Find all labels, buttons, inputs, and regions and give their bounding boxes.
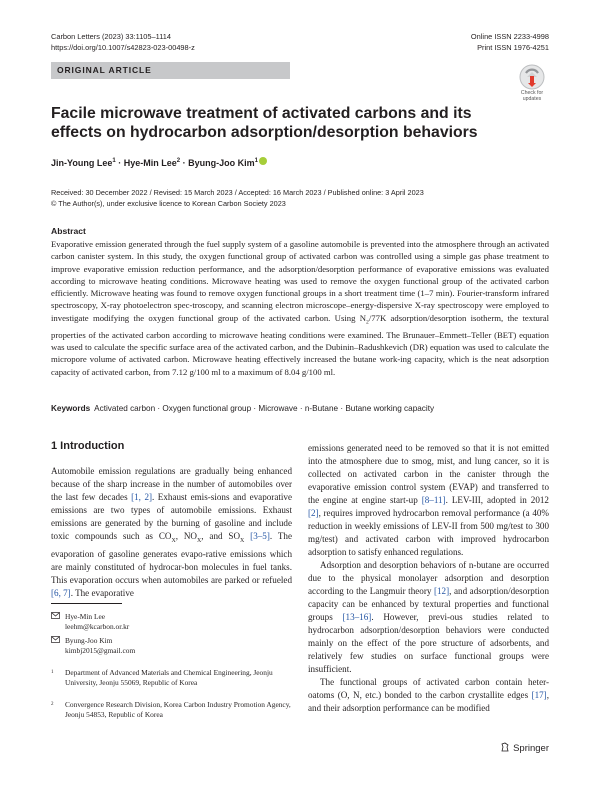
affiliation-1 (51, 668, 292, 688)
citation-link[interactable]: [17] (531, 690, 547, 700)
affiliation-text: Convergence Research Division, Korea Carbon Industry Promotion Agency, Jeonju 54853, Republic of Korea (65, 700, 291, 719)
corresponding-email[interactable]: leehm@kcarbon.or.kr (65, 621, 130, 631)
journal-citation: Carbon Letters (2023) 33:1105–1114 (51, 32, 171, 41)
intro-paragraph: Automobile emission regulations are gradually being enhanced because of the sharp increase in the number of automobiles over the last few decades [1, 2]. Exhaust emis-sions and evaporative emissions are two types of automobile emissions. Exhaust emissions are generated by the burning of gasoline and include toxic compounds such as $CO_X$, $NO_X$, and $SO_X$ [3–5]. The evaporation of gasoline generates evapo-rative emissions which are mainly constituted of hydrocar-bon molecules in fuel tanks. This evaporation occurs when automobiles are parked or refueled [6, 7]. The evaporative (51, 466, 292, 598)
author-name[interactable]: Hye-Min Lee (123, 158, 177, 168)
citation-link[interactable]: [6, 7] (51, 587, 71, 598)
citation-link[interactable]: [12] (433, 586, 450, 596)
article-title: Facile microwave treatment of activated carbons and its effects on hydrocarbon adsorption/desorption behaviors (51, 105, 478, 141)
author-affiliation: 1 (112, 158, 116, 164)
envelope-icon (51, 636, 60, 643)
keywords-list: Activated carbon · Oxygen functional group · Microwave · n-Butane · Butane working capacity (94, 404, 435, 413)
updates-label: updates (522, 96, 542, 102)
citation-link[interactable]: [3–5] (250, 531, 270, 541)
author-affiliation: 1 (254, 158, 258, 164)
envelope-icon (51, 612, 60, 619)
corresponding-name: Byung-Joo Kim (65, 636, 113, 645)
abstract-heading: Abstract (51, 226, 86, 236)
section-heading-introduction: 1 Introduction (51, 440, 125, 452)
affiliation-number: 1 (51, 670, 54, 675)
citation-link[interactable]: [13–16] (342, 612, 372, 622)
article-type-banner: ORIGINAL ARTICLE (51, 62, 290, 79)
print-issn: Print ISSN 1976-4251 (477, 43, 549, 52)
check-for-updates-badge[interactable] (514, 64, 550, 102)
author-list (51, 157, 267, 168)
springer-horse-icon (500, 742, 510, 752)
check-for-label: Check for (520, 90, 544, 96)
column-right (308, 442, 549, 715)
author-name[interactable]: Jin-Young Lee (51, 158, 113, 168)
corresponding-author-2 (51, 636, 292, 656)
corresponding-author-1 (51, 612, 292, 632)
corresponding-name: Hye-Min Lee (65, 612, 106, 621)
publisher-logo (500, 742, 549, 754)
check-for-updates-icon (519, 64, 545, 90)
footnote-divider (51, 603, 122, 604)
corresponding-email[interactable]: kimbj2015@gmail.com (65, 645, 136, 655)
history-dates: Received: 30 December 2022 / Revised: 15 March 2023 / Accepted: 16 March 2023 / Published online: 3 April 2023 (51, 188, 424, 197)
doi-link[interactable]: https://doi.org/10.1007/s42823-023-00498-z (51, 43, 195, 52)
copyright-line: © The Author(s), under exclusive licence to Korean Carbon Society 2023 (51, 199, 286, 208)
intro-paragraph: Adsorption and desorption behaviors of n-butane are occurred due to the physical monolayer adsorption and desorption according to the Langmuir theory [12], and adsorption/desorption capacity can be enhanced by textural properties and functional groups [13–16]. However, previ-ous studies related to hydrocarbon adsorption/desorption behaviors were conducted mainly on the effect of the pore structure of adsorbents, and relatively few studies on surface functional groups were insufficient. (308, 560, 550, 674)
citation-link[interactable]: [2] (308, 508, 319, 518)
abstract-text: /77K adsorption/desorption isotherm, the textural properties of the activated carbon according to microwave heating conditions were examined. The Brunauer–Emmett–Teller (BET) equation was used to calculate the specific surface area of the activated carbon, and the Dubinin–Radushkevich (DR) equation was used to calculate the micropore volume of activated carbon. Microwave heating effectively increased the butane work-ing capacity, which is the neat adsorption capacity of activated carbon, from 7.12 g/100 ml to a maximum of 8.04 g/100 ml. (51, 312, 549, 377)
author-separator: · (182, 158, 186, 168)
affiliation-text: Department of Advanced Materials and Chemical Engineering, Jeonju University, Jeonju 55069, Republic of Korea (65, 668, 273, 687)
online-issn: Online ISSN 2233-4998 (470, 32, 549, 41)
citation-link[interactable]: [8–11] (421, 495, 446, 505)
affiliation-number: 2 (51, 702, 54, 707)
keywords-label: Keywords (51, 404, 91, 413)
publisher-name: Springer (513, 743, 549, 754)
citation-link[interactable]: [1, 2] (131, 492, 153, 502)
abstract-text: Evaporative emission generated through the fuel supply system of a gasoline automobile is prevented into the atmosphere through an activated carbon canister system. In this study, the oxygen functional group of activated carbon was controlled using a simple gas phase treatment to improve evaporative emission reduction performance, and the adsorption/desorption performance of evaporative emissions was evaluated according to microwave heating conditions. Microwave heating was used to remove the oxygen functional group of the activated carbon efficiently. Microwave heating was found to remove oxygen functional groups in a short treatment time (1–7 min). Fourier-transform infrared spectroscopy, X-ray photoelectron spec-troscopy, and scanning electron microscope–energy-dispersive X-ray spectroscopy were employed to investigate modifying the oxygen functional group of the activated carbon. Using N (51, 239, 549, 323)
intro-paragraph: emissions generated need to be removed so that it is not emitted into the atmosphere due to smog, mist, and lung cancer, so it is collected on activated carbon in the canister through the evaporative emission control system (EVAP) and transferred to the engine at engine start-up [8–11]. LEV-III, adopted in 2012 [2], requires improved hydrocarbon removal performance (a 40% reduction in weekly emissions of LEV-II from 500 mg/test to 300 mg/test) and activated carbon with improved hydrocarbon adsorption to satisfy enhanced regulations. (308, 443, 549, 557)
abstract-body (51, 238, 549, 378)
author-name[interactable]: Byung-Joo Kim (188, 158, 255, 168)
orcid-icon[interactable] (259, 157, 267, 165)
running-header-right (471, 31, 549, 53)
publication-dates (51, 187, 424, 209)
n2-subscript: 2 (366, 319, 369, 326)
author-affiliation: 2 (176, 158, 181, 164)
column-left (51, 465, 292, 600)
affiliation-2 (51, 700, 292, 720)
running-header-left (51, 31, 195, 53)
author-separator: · (118, 158, 122, 168)
intro-paragraph: The functional groups of activated carbon contain heter-oatoms (O, N, etc.) bonded to the carbon crystallite edges [17], and their adsorption performance can be modified (308, 677, 549, 713)
keywords-line (51, 404, 434, 413)
